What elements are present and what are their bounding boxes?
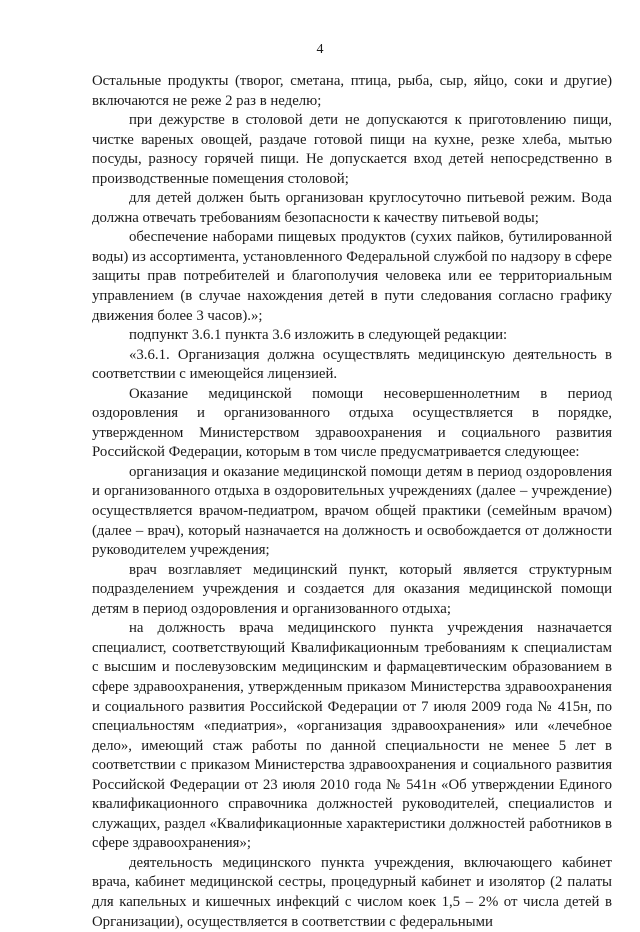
paragraph-medical-point: деятельность медицинского пункта учреждения, включающего кабинет врача, кабинет медицинской сестры, процедурный кабинет и изолятор (2 палаты для капельных и кишечных инфекций с числом коек 1,5 – 2% от числа детей в Организации), осуществляется в соответствии с федеральными: [92, 854, 612, 930]
paragraph-medical-care: Оказание медицинской помощи несовершеннолетним в период оздоровления и организованного отдыха осуществляется в порядке, утвержденном Министерством здравоохранения и социального развития Российской Федерации, которым в том числе предусматривается следующее:: [92, 385, 612, 461]
paragraph-drinking-regime: для детей должен быть организован круглосуточно питьевой режим. Вода должна отвечать требованиям безопасности к качеству питьевой воды;: [92, 190, 612, 226]
paragraph-subclause-edit: подпункт 3.6.1 пункта 3.6 изложить в следующей редакции:: [129, 327, 508, 344]
paragraph-canteen-duty: при дежурстве в столовой дети не допускаются к приготовлению пищи, чистке вареных овощей, раздаче готовой пищи на кухне, резке хлеба, мытью посуды, разносу горячей пищи. Не допускается вход детей непосредственно в производственные помещения столовой;: [92, 112, 612, 187]
paragraph-clause-3-6-1: «3.6.1. Организация должна осуществлять медицинскую деятельность в соответствии с имеющейся лицензией.: [92, 346, 612, 383]
paragraph-doctor-position: на должность врача медицинского пункта учреждения назначается специалист, соответствующий Квалификационным требованиям к специалистам с высшим и послевузовским медицинским и фармацевтическим образованием в сфере здравоохранения, утвержденным приказом Министерства здравоохранения и социального развития Российской Федерации от 7 июля 2009 года № 415н, по специальностям «педиатрия», «организация здравоохранения» или «лечебное дело», имеющий стаж работы по данной специальности не менее 5 лет в соответствии с приказом Министерства здравоохранения и социального развития Российской Федерации от 23 июля 2010 года № 541н «Об утверждении Единого квалификационного справочника должностей руководителей, специалистов и служащих, раздел «Квалификационные характеристики должностей работников в сфере здравоохранения»;: [92, 620, 612, 852]
document-body: [92, 72, 612, 932]
paragraph-organization: организация и оказание медицинской помощи детям в период оздоровления и организованного отдыха в оздоровительных учреждениях (далее – учреждение) осуществляется врачом-педиатром, врачом общей практики (семейным врачом) (далее – врач), который назначается на должность и освобождается от должности руководителем учреждения;: [92, 463, 612, 559]
paragraph-food-sets: обеспечение наборами пищевых продуктов (сухих пайков, бутилированной воды) из ассортимента, установленного Федеральной службой по надзору в сфере защиты прав потребителей и благополучия человека или ее территориальным управлением (в случае нахождения детей в пути следования согласно графику движения более 3 часов).»;: [92, 229, 612, 324]
paragraph-doctor-heads: врач возглавляет медицинский пункт, который является структурным подразделением учреждения и создается для оказания медицинской помощи детям в период оздоровления и организованного отдыха;: [92, 561, 612, 617]
page-number: 4: [316, 42, 324, 57]
paragraph-products: Остальные продукты (творог, сметана, птица, рыба, сыр, яйцо, соки и другие) включаются не реже 2 раз в неделю;: [92, 73, 612, 109]
